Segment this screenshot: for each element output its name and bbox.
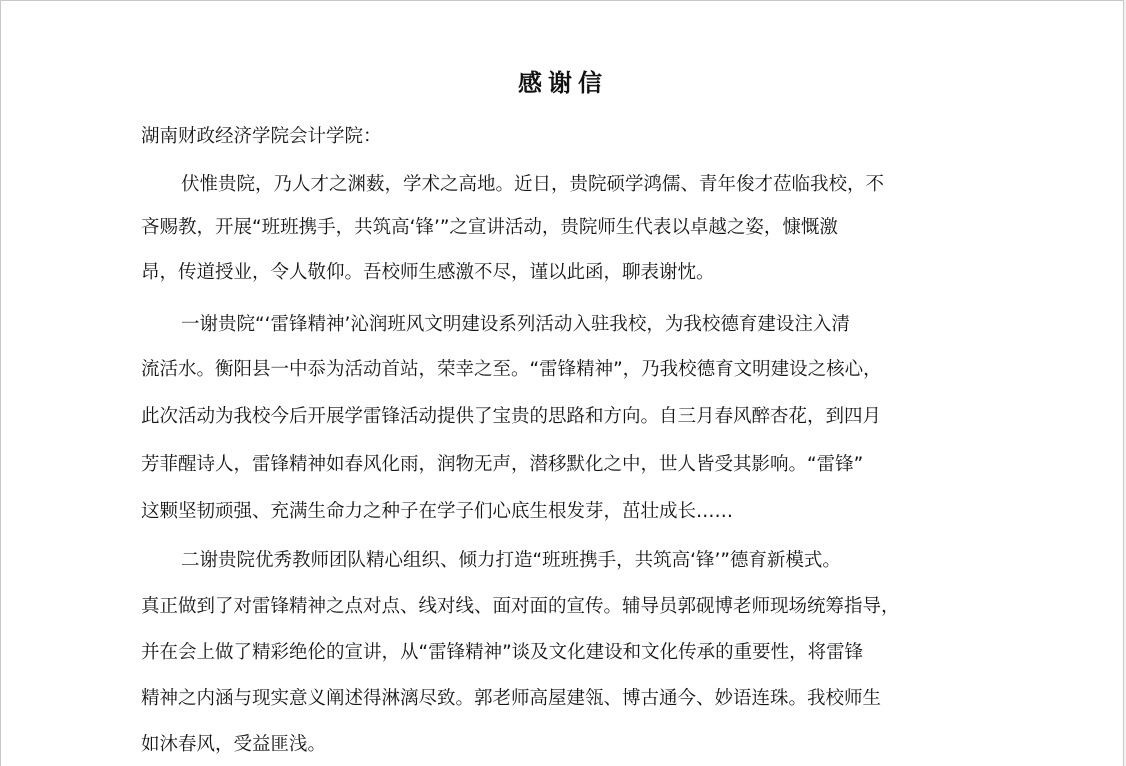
salutation: 湖南财政经济学院会计学院： — [141, 126, 382, 147]
document-title: 感谢信 — [518, 68, 608, 97]
text-line: 芳菲醒诗人，雷锋精神如春风化雨，润物无声，潜移默化之中，世人皆受其影响。“雷锋” — [141, 454, 864, 475]
text-line: 此次活动为我校今后开展学雷锋活动提供了宝贵的思路和方向。自三月春风醉杏花，到四月 — [141, 406, 882, 427]
text-line: 昂，传道授业，令人敬仰。吾校师生感激不尽，谨以此函，聊表谢忱。 — [141, 262, 715, 283]
text-line: 并在会上做了精彩绝伦的宣讲，从“雷锋精神”谈及文化建设和文化传承的重要性，将雷锋 — [141, 642, 864, 663]
text-line: 二谢贵院优秀教师团队精心组织、倾力打造“班班携手，共筑高‘锋’”德育新模式。 — [181, 550, 841, 571]
text-line: 流活水。衡阳县一中忝为活动首站，荣幸之至。“雷锋精神”，乃我校德育文明建设之核心， — [141, 359, 882, 380]
text-line: 一谢贵院“‘雷锋精神’沁润班风文明建设系列活动入驻我校，为我校德育建设注入清 — [181, 314, 850, 335]
text-line: 吝赐教，开展“班班携手，共筑高‘锋’”之宣讲活动，贵院师生代表以卓越之姿，慷慨激 — [141, 217, 838, 238]
text-line: 精神之内涵与现实意义阐述得淋漓尽致。郭老师高屋建瓴、博古通今、妙语连珠。我校师生 — [141, 688, 882, 709]
text-line: 这颗坚韧顽强、充满生命力之种子在学子们心底生根发芽，茁壮成长…… — [141, 501, 734, 522]
text-line: 伏惟贵院，乃人才之渊薮，学术之高地。近日，贵院硕学鸿儒、青年俊才莅临我校，不 — [181, 174, 885, 195]
text-line: 如沐春风，受益匪浅。 — [141, 734, 327, 755]
text-line: 真正做到了对雷锋精神之点对点、线对线、面对面的宣传。辅导员郭砚博老师现场统筹指导， — [141, 596, 900, 617]
